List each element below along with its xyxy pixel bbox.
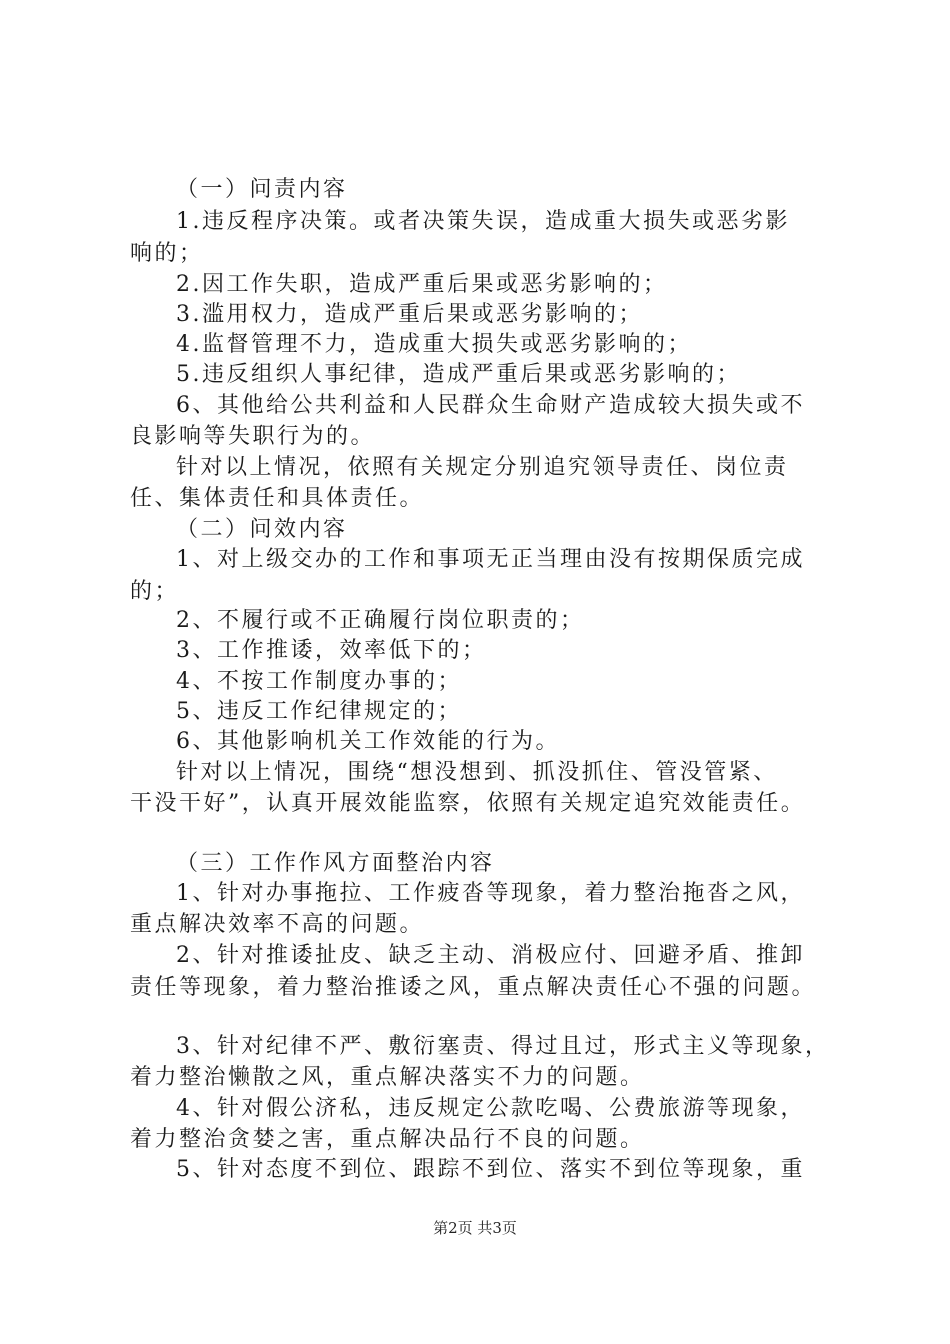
paragraph-line: 任、集体责任和具体责任。 xyxy=(130,486,425,511)
paragraph-line: 6、其他给公共利益和人民群众生命财产造成较大损失或不 xyxy=(176,393,805,418)
paragraph-line: 3.滥用权力，造成严重后果或恶劣影响的； xyxy=(176,302,643,327)
paragraph-line: 2.因工作失职，造成严重后果或恶劣影响的； xyxy=(176,272,668,297)
paragraph-line: 1.违反程序决策。或者决策失误，造成重大损失或恶劣影 xyxy=(176,209,790,234)
paragraph-line: 1、对上级交办的工作和事项无正当理由没有按期保质完成 xyxy=(176,547,805,572)
paragraph-line: 4、不按工作制度办事的； xyxy=(176,669,462,694)
paragraph-line: 针对以上情况，依照有关规定分别追究领导责任、岗位责 xyxy=(176,455,789,480)
paragraph-line: 2、不履行或不正确履行岗位职责的； xyxy=(176,608,585,633)
paragraph-line: 3、针对纪律不严、敷衍塞责、得过且过，形式主义等现象， xyxy=(176,1034,830,1059)
paragraph-line: 良影响等失职行为的。 xyxy=(130,424,376,449)
paragraph-line: 着力整治懒散之风，重点解决落实不力的问题。 xyxy=(130,1065,645,1090)
page-number-footer: 第2页 共3页 xyxy=(433,1219,517,1237)
paragraph-line: 2、针对推诿扯皮、缺乏主动、消极应付、回避矛盾、推卸 xyxy=(176,943,805,968)
paragraph-line: 响的； xyxy=(130,241,204,266)
paragraph-line: 5、违反工作纪律规定的； xyxy=(176,699,462,724)
section-heading-effectiveness: （二）问效内容 xyxy=(176,517,348,542)
paragraph-line: 4.监督管理不力，造成重大损失或恶劣影响的； xyxy=(176,332,692,357)
paragraph-line: 干没干好”，认真开展效能监察，依照有关规定追究效能责任。 xyxy=(130,791,806,816)
paragraph-line: 5、针对态度不到位、跟踪不到位、落实不到位等现象，重 xyxy=(176,1157,805,1182)
section-heading-accountability: （一）问责内容 xyxy=(176,177,348,202)
paragraph-line: 5.违反组织人事纪律，造成严重后果或恶劣影响的； xyxy=(176,362,741,387)
paragraph-line: 重点解决效率不高的问题。 xyxy=(130,912,425,937)
paragraph-line: 6、其他影响机关工作效能的行为。 xyxy=(176,729,560,754)
paragraph-line: 责任等现象，着力整治推诿之风，重点解决责任心不强的问题。 xyxy=(130,975,817,1000)
paragraph-line: 1、针对办事拖拉、工作疲沓等现象，着力整治拖沓之风， xyxy=(176,881,805,906)
section-heading-work-style: （三）工作作风方面整治内容 xyxy=(176,851,495,876)
paragraph-line: 3、工作推诿，效率低下的； xyxy=(176,638,487,663)
paragraph-line: 的； xyxy=(130,579,180,604)
paragraph-line: 针对以上情况，围绕“想没想到、抓没抓住、管没管紧、 xyxy=(176,760,778,785)
paragraph-line: 4、针对假公济私，违反规定公款吃喝、公费旅游等现象， xyxy=(176,1096,805,1121)
paragraph-line: 着力整治贪婪之害，重点解决品行不良的问题。 xyxy=(130,1127,645,1152)
